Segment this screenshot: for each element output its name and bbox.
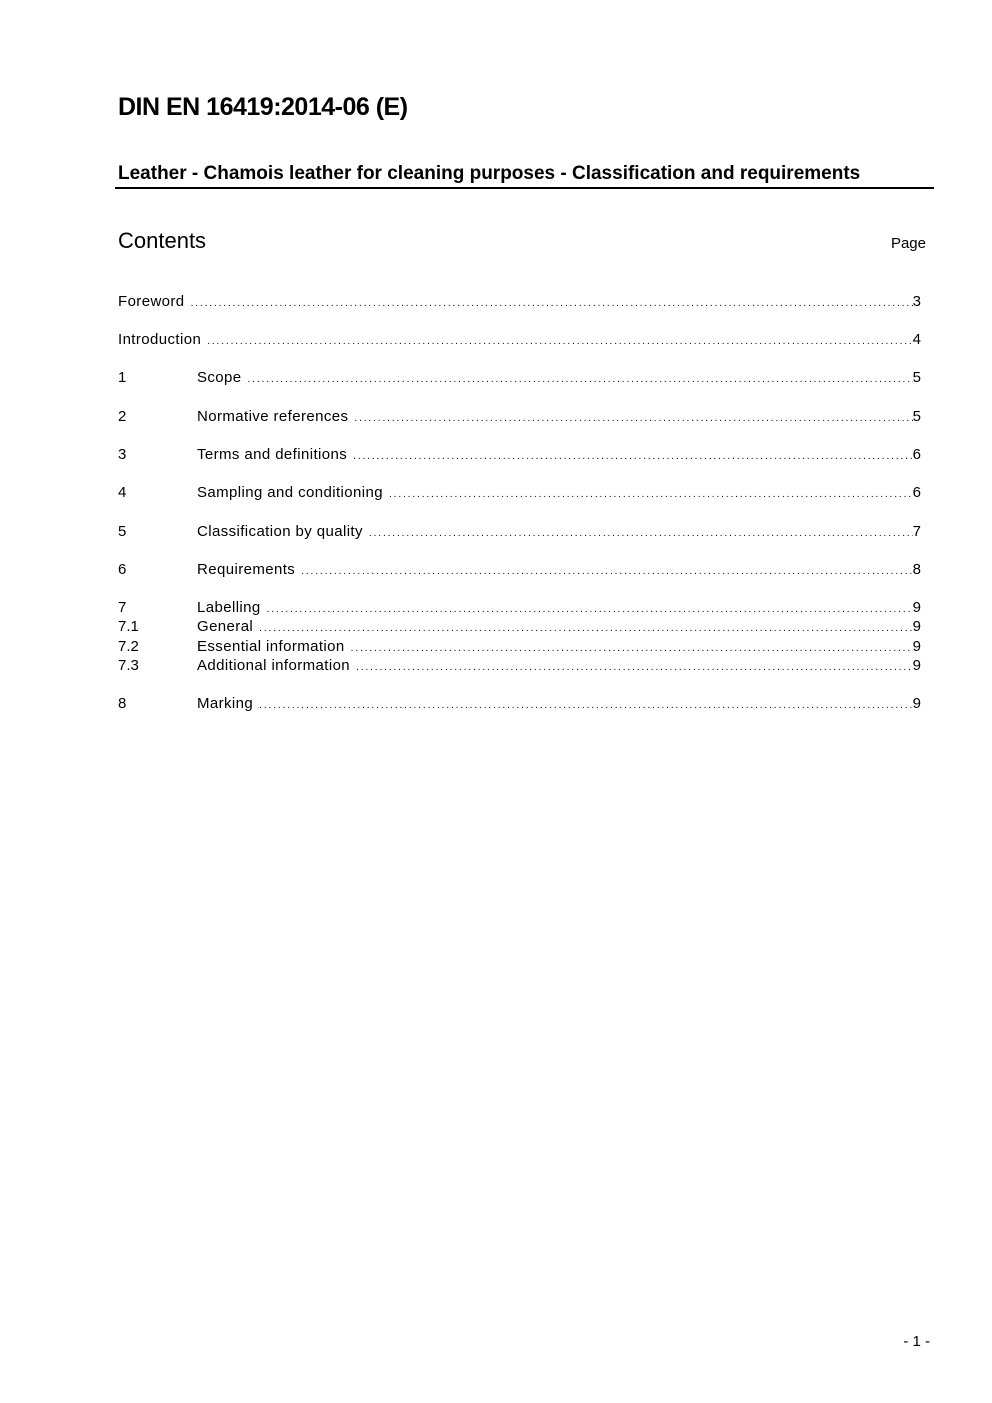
toc-dot-leader bbox=[353, 447, 913, 466]
toc-entry[interactable] bbox=[118, 694, 921, 713]
toc-dot-leader bbox=[356, 658, 913, 677]
toc-dot-leader bbox=[389, 485, 913, 504]
toc-dot-leader bbox=[259, 696, 913, 715]
toc-entry-number: 7.2 bbox=[118, 638, 139, 655]
contents-heading: Contents bbox=[118, 228, 207, 253]
toc-entry[interactable] bbox=[118, 368, 921, 387]
toc-entry-number: 5 bbox=[118, 523, 127, 540]
toc-entry-number: 4 bbox=[118, 484, 127, 501]
toc-entry-number: 8 bbox=[118, 695, 127, 712]
toc-dot-leader bbox=[259, 619, 912, 638]
toc-entry-label: Labelling bbox=[197, 599, 261, 616]
toc-entry-page: 9 bbox=[912, 618, 921, 635]
toc-entry[interactable] bbox=[118, 560, 921, 579]
toc-entry-label: General bbox=[197, 618, 254, 635]
toc-entry-page: 5 bbox=[912, 408, 921, 425]
toc-entry-page: 9 bbox=[912, 695, 921, 712]
toc-entry-label: Sampling and conditioning bbox=[197, 484, 383, 501]
toc-entry-page: 3 bbox=[912, 293, 921, 310]
toc-entry-label: Foreword bbox=[118, 293, 185, 310]
toc-entry-label: Marking bbox=[197, 695, 254, 712]
toc-entry-page: 5 bbox=[912, 369, 921, 386]
toc-entry-page: 8 bbox=[912, 561, 921, 578]
toc-entry[interactable] bbox=[118, 330, 921, 349]
toc-entry-number: 6 bbox=[118, 561, 127, 578]
toc-entry-label: Additional information bbox=[197, 657, 351, 674]
toc-entry-number: 3 bbox=[118, 446, 127, 463]
toc-entry-label: Terms and definitions bbox=[197, 446, 348, 463]
toc-entry-label: Classification by quality bbox=[197, 523, 363, 540]
toc-entry-page: 6 bbox=[912, 446, 921, 463]
toc-dot-leader bbox=[207, 332, 912, 351]
toc-entry-number: 7 bbox=[118, 599, 127, 616]
toc-entry[interactable] bbox=[118, 598, 921, 617]
toc-entry-label: Scope bbox=[197, 369, 242, 386]
document-title: DIN EN 16419:2014-06 (E) bbox=[118, 93, 408, 121]
toc-entry[interactable] bbox=[118, 445, 921, 464]
toc-entry-number: 7.3 bbox=[118, 657, 139, 674]
document-subtitle: Leather - Chamois leather for cleaning purposes - Classification and requirements bbox=[118, 163, 861, 184]
toc-entry-page: 9 bbox=[912, 599, 921, 616]
toc-dot-leader bbox=[248, 370, 913, 389]
toc-entry[interactable] bbox=[118, 617, 921, 636]
toc-entry[interactable] bbox=[118, 292, 921, 311]
toc-entry-page: 9 bbox=[912, 638, 921, 655]
toc-entry-page: 7 bbox=[912, 523, 921, 540]
toc-entry-label: Essential information bbox=[197, 638, 345, 655]
toc-entry-page: 9 bbox=[912, 657, 921, 674]
toc-entry[interactable] bbox=[118, 522, 921, 541]
toc-dot-leader bbox=[354, 409, 912, 428]
toc-entry-label: Normative references bbox=[197, 408, 349, 425]
toc-dot-leader bbox=[301, 562, 912, 581]
toc-entry-page: 4 bbox=[912, 331, 921, 348]
toc-entry[interactable] bbox=[118, 483, 921, 502]
toc-entry[interactable] bbox=[118, 407, 921, 426]
toc-entry-number: 1 bbox=[118, 369, 127, 386]
toc-entry-label: Introduction bbox=[118, 331, 202, 348]
toc-dot-leader bbox=[369, 524, 913, 543]
toc-entry[interactable] bbox=[118, 637, 921, 656]
toc-entry-label: Requirements bbox=[197, 561, 296, 578]
page-column-heading: Page bbox=[890, 235, 926, 252]
toc-entry-page: 6 bbox=[912, 484, 921, 501]
page-number: - 1 - bbox=[903, 1333, 930, 1350]
toc-dot-leader bbox=[191, 294, 913, 313]
toc-entry-number: 2 bbox=[118, 408, 127, 425]
toc-entry-number: 7.1 bbox=[118, 618, 139, 635]
toc-entry[interactable] bbox=[118, 656, 921, 675]
